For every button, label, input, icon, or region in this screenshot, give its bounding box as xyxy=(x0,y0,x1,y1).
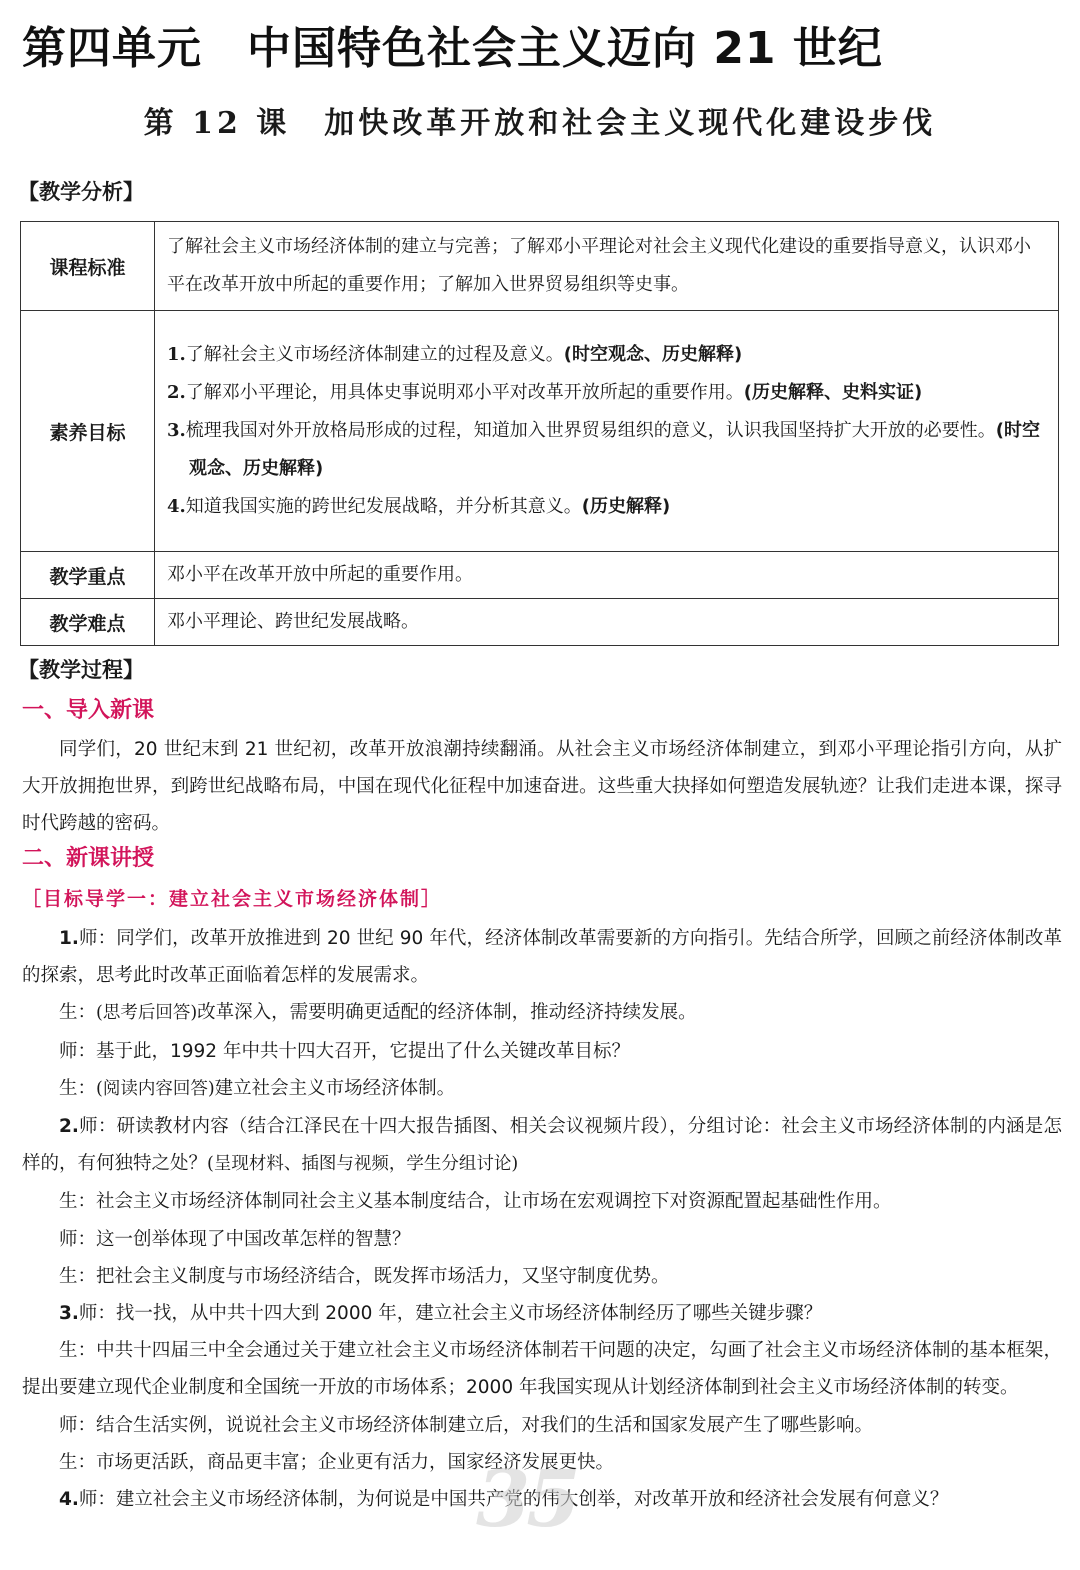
table-row xyxy=(21,222,1059,311)
difficulty-text: 邓小平理论、跨世纪发展战略。 xyxy=(155,599,1059,646)
goals-label: 素养目标 xyxy=(21,311,155,552)
dialogue-paragraph: 生：(思考后回答)改革深入，需要明确更适配的经济体制，推动经济持续发展。 xyxy=(59,1002,697,1024)
dialogue-paragraph: 师：这一创举体现了中国改革怎样的智慧？ xyxy=(59,1228,411,1250)
table-row xyxy=(21,311,1059,552)
table-row xyxy=(21,599,1059,646)
table-row xyxy=(21,552,1059,599)
dialogue-paragraph: 生：把社会主义制度与市场经济结合，既发挥市场活力，又坚守制度优势。 xyxy=(59,1265,670,1287)
goal-item xyxy=(167,336,1048,374)
goals-list xyxy=(155,311,1059,552)
analysis-heading: 【教学分析】 xyxy=(18,180,144,204)
dialogue-block xyxy=(22,920,1062,1518)
lesson-title: 第 12 课 加快改革开放和社会主义现代化建设步伐 xyxy=(143,106,937,141)
goal-number: 2. xyxy=(167,382,186,403)
new-lesson-heading: 二、新课讲授 xyxy=(22,846,155,871)
goal-number: 4. xyxy=(167,496,186,517)
dialogue-paragraph: 生：中共十四届三中全会通过关于建立社会主义市场经济体制若干问题的决定，勾画了社会主义市场经济体制的基本框架，提出要建立现代企业制度和全国统一开放的市场体系；2000 年我国实现从计划经济体制到社会主义市场经济体制的转变。 xyxy=(22,1340,1062,1399)
goal-text: 了解邓小平理论，用具体史事说明邓小平对改革开放所起的重要作用。 xyxy=(185,382,744,403)
difficulty-label: 教学难点 xyxy=(21,599,155,646)
dialogue-paragraph: 3.师：找一找，从中共十四大到 2000 年，建立社会主义市场经济体制经历了哪些关键步骤？ xyxy=(59,1303,823,1325)
dialogue-paragraph: 生：社会主义市场经济体制同社会主义基本制度结合，让市场在宏观调控下对资源配置起基础性作用。 xyxy=(59,1191,892,1213)
key-point-label: 教学重点 xyxy=(21,552,155,599)
unit-title: 第四单元 中国特色社会主义迈向 21 世纪 xyxy=(22,23,883,74)
dialogue-paragraph: 生：(阅读内容回答)建立社会主义市场经济体制。 xyxy=(59,1077,456,1099)
goal-text: 知道我国实施的跨世纪发展战略，并分析其意义。 xyxy=(185,496,582,517)
dialogue-paragraph: 师：基于此，1992 年中共十四大召开，它提出了什么关键改革目标？ xyxy=(59,1040,630,1062)
dialogue-paragraph: 生：市场更活跃，商品更丰富；企业更有活力，国家经济发展更快。 xyxy=(59,1451,615,1473)
key-point-text: 邓小平在改革开放中所起的重要作用。 xyxy=(155,552,1059,599)
dialogue-paragraph: 1.师：同学们，改革开放推进到 20 世纪 90 年代，经济体制改革需要新的方向指引。先结合所学，回顾之前经济体制改革的探索，思考此时改革正面临着怎样的发展需求。 xyxy=(22,928,1062,987)
goal-item xyxy=(167,412,1048,488)
goal-tag: (时空观念、历史解释) xyxy=(189,420,1041,479)
dialogue-paragraph: 师：结合生活实例，说说社会主义市场经济体制建立后，对我们的生活和国家发展产生了哪些影响。 xyxy=(59,1414,874,1436)
analysis-table xyxy=(20,221,1059,646)
goal-tag: (时空观念、历史解释) xyxy=(563,344,743,365)
goal-item xyxy=(167,488,1048,526)
goal-text: 梳理我国对外开放格局形成的过程，知道加入世界贸易组织的意义，认识我国坚持扩大开放的必要性。 xyxy=(185,420,996,441)
intro-paragraph: 同学们，20 世纪末到 21 世纪初，改革开放浪潮持续翻涌。从社会主义市场经济体制建立，到邓小平理论指引方向，从扩大开放拥抱世界，到跨世纪战略布局，中国在现代化征程中加速奋进。这些重大抉择如何塑造发展轨迹？让我们走进本课，探寻时代跨越的密码。 xyxy=(22,739,1062,835)
standard-label: 课程标准 xyxy=(21,222,155,311)
page-number: 35 xyxy=(476,1454,577,1545)
goal-item xyxy=(167,374,1048,412)
goal-tag: (历史解释、史料实证) xyxy=(743,382,923,403)
dialogue-paragraph: 4.师：建立社会主义市场经济体制，为何说是中国共产党的伟大创举，对改革开放和经济社会发展有何意义？ xyxy=(59,1489,949,1511)
goal-tag: (历史解释) xyxy=(581,496,671,517)
standard-text: 了解社会主义市场经济体制的建立与完善；了解邓小平理论对社会主义现代化建设的重要指导意义，认识邓小平在改革开放中所起的重要作用；了解加入世界贸易组织等史事。 xyxy=(155,222,1059,311)
intro-heading: 一、导入新课 xyxy=(22,698,155,723)
goal-text: 了解社会主义市场经济体制建立的过程及意义。 xyxy=(185,344,564,365)
target-guide-heading: ［目标导学一：建立社会主义市场经济体制］ xyxy=(22,888,443,910)
goal-number: 1. xyxy=(167,344,186,365)
dialogue-paragraph: 2.师：研读教材内容（结合江泽民在十四大报告插图、相关会议视频片段），分组讨论：社会主义市场经济体制的内涵是怎样的，有何独特之处？(呈现材料、插图与视频，学生分组讨论) xyxy=(22,1116,1062,1175)
intro-text-block xyxy=(22,731,1062,843)
goal-number: 3. xyxy=(167,420,186,441)
process-heading: 【教学过程】 xyxy=(18,658,144,682)
